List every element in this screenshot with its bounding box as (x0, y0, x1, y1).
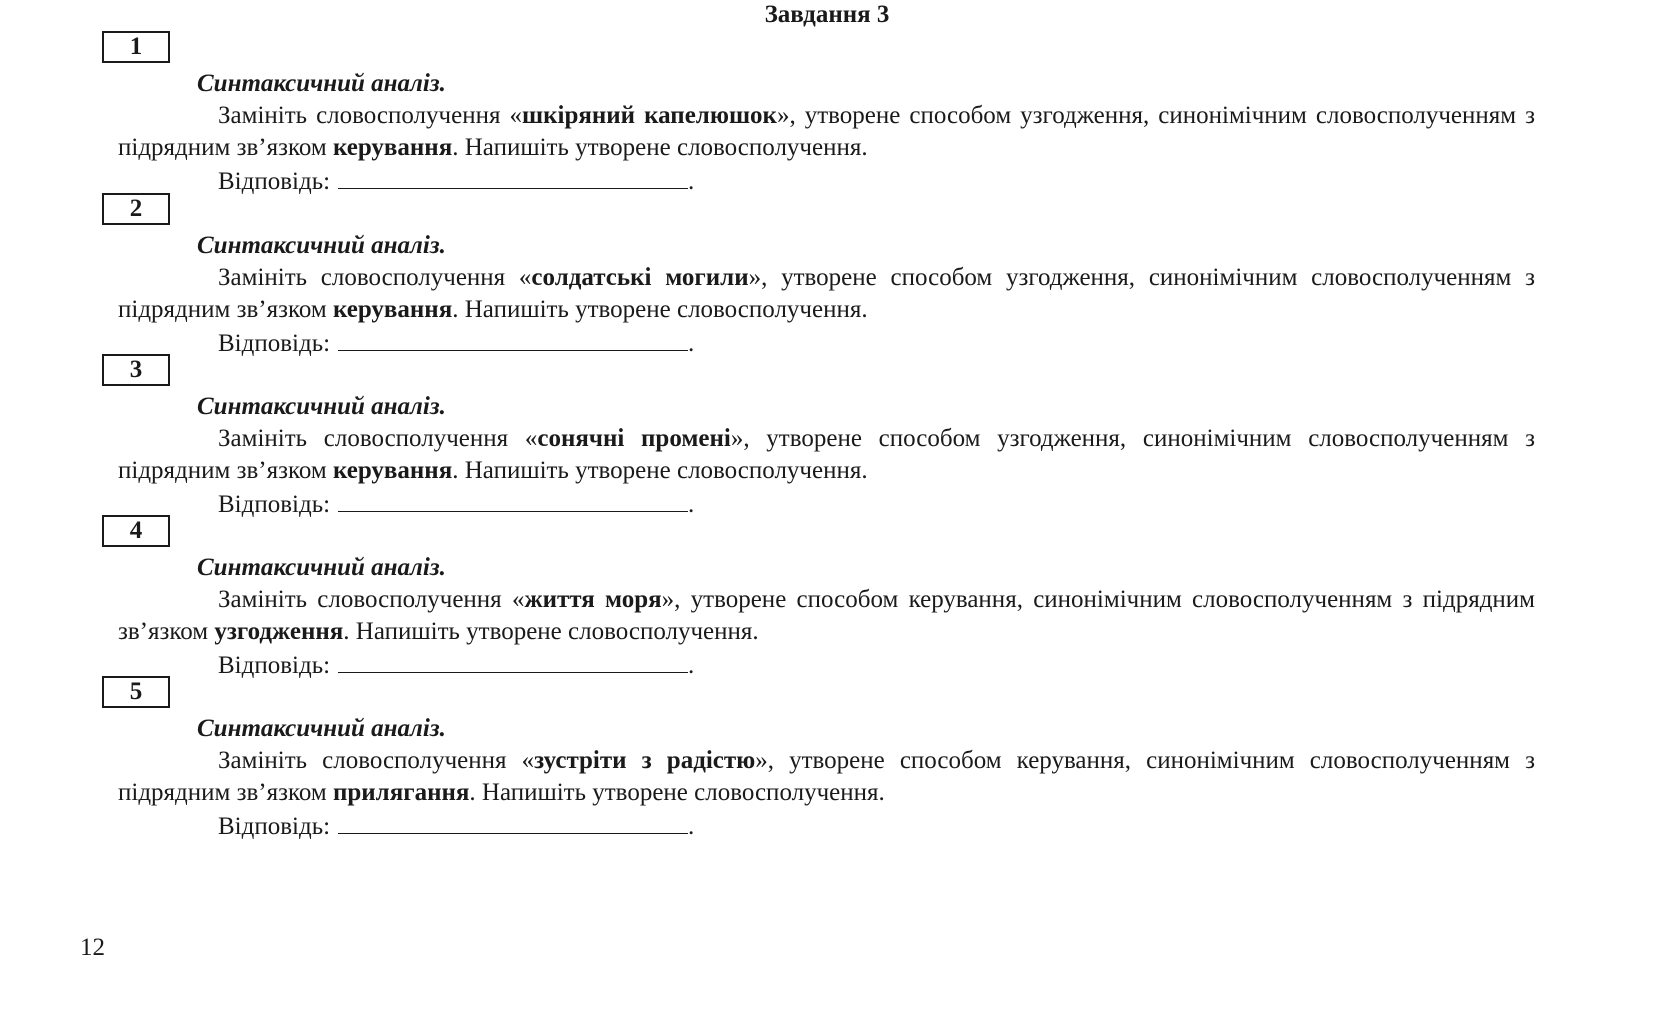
task-type: Синтаксичний аналіз. (197, 554, 446, 581)
task-text-end: . Напишіть утворене словосполучення. (452, 134, 868, 161)
answer-blank[interactable] (338, 164, 688, 189)
task-text (118, 423, 1535, 487)
task-text (118, 100, 1535, 164)
task-phrase: шкіряний капелюшок (521, 102, 777, 129)
task-type: Синтаксичний аналіз. (197, 715, 446, 742)
answer-end: . (688, 813, 695, 840)
task-text-start: Замініть словосполучення « (218, 264, 532, 291)
task-link-type: прилягання (332, 779, 470, 806)
answer-label: Відповідь: (218, 330, 331, 357)
answer-label: Відповідь: (218, 652, 331, 679)
answer-label: Відповідь: (218, 168, 331, 195)
answer-row (218, 809, 694, 842)
answer-blank[interactable] (338, 809, 688, 834)
task-phrase: сонячні промені (537, 425, 731, 452)
task-text (118, 584, 1535, 648)
page-title: Завдання 3 (764, 1, 890, 28)
answer-end: . (688, 168, 695, 195)
task-text-middle: », утворене способом керування, синонімічним словосполученням з підрядним зв’язком (118, 747, 1535, 806)
task-link-type: керування (332, 134, 453, 161)
answer-label: Відповідь: (218, 813, 331, 840)
answer-end: . (688, 330, 695, 357)
task-text-start: Замініть словосполучення « (218, 425, 538, 452)
answer-row (218, 487, 694, 520)
task-type: Синтаксичний аналіз. (197, 232, 446, 259)
task-phrase: солдатські могили (531, 264, 749, 291)
task-link-type: узгодження (214, 618, 344, 645)
task-text-start: Замініть словосполучення « (218, 747, 535, 774)
answer-blank[interactable] (338, 648, 688, 673)
answer-blank[interactable] (338, 326, 688, 351)
task-text-middle: », утворене способом узгодження, синонімічним словосполученням з підрядним зв’язком (118, 425, 1535, 484)
task-text-middle: », утворене способом керування, синонімічним словосполученням з підрядним зв’язком (118, 586, 1536, 645)
answer-row (218, 648, 694, 681)
answer-end: . (688, 491, 695, 518)
task-text (118, 745, 1535, 809)
task-number-box: 1 (102, 31, 170, 63)
task-type: Синтаксичний аналіз. (197, 70, 446, 97)
answer-blank[interactable] (338, 487, 688, 512)
task-phrase: життя моря (524, 586, 662, 613)
answer-row (218, 326, 694, 359)
task-number-box: 2 (102, 193, 170, 225)
answer-end: . (688, 652, 695, 679)
answer-row (218, 164, 694, 197)
task-phrase: зустріти з радістю (534, 747, 756, 774)
task-text-end: . Напишіть утворене словосполучення. (452, 457, 868, 484)
task-link-type: керування (332, 457, 453, 484)
task-text-middle: », утворене способом узгодження, синонімічним словосполученням з підрядним зв’язком (118, 264, 1535, 323)
task-link-type: керування (332, 296, 453, 323)
task-number-box: 3 (102, 354, 170, 386)
task-text-end: . Напишіть утворене словосполучення. (343, 618, 759, 645)
task-text-middle: », утворене способом узгодження, синонімічним словосполученням з підрядним зв’язком (118, 102, 1535, 161)
page-number: 12 (80, 934, 105, 961)
task-text-end: . Напишіть утворене словосполучення. (452, 296, 868, 323)
task-text-start: Замініть словосполучення « (218, 102, 522, 129)
task-text (118, 262, 1535, 326)
task-text-start: Замініть словосполучення « (218, 586, 525, 613)
task-text-end: . Напишіть утворене словосполучення. (469, 779, 885, 806)
answer-label: Відповідь: (218, 491, 331, 518)
task-number-box: 5 (102, 676, 170, 708)
task-type: Синтаксичний аналіз. (197, 393, 446, 420)
task-number-box: 4 (102, 515, 170, 547)
